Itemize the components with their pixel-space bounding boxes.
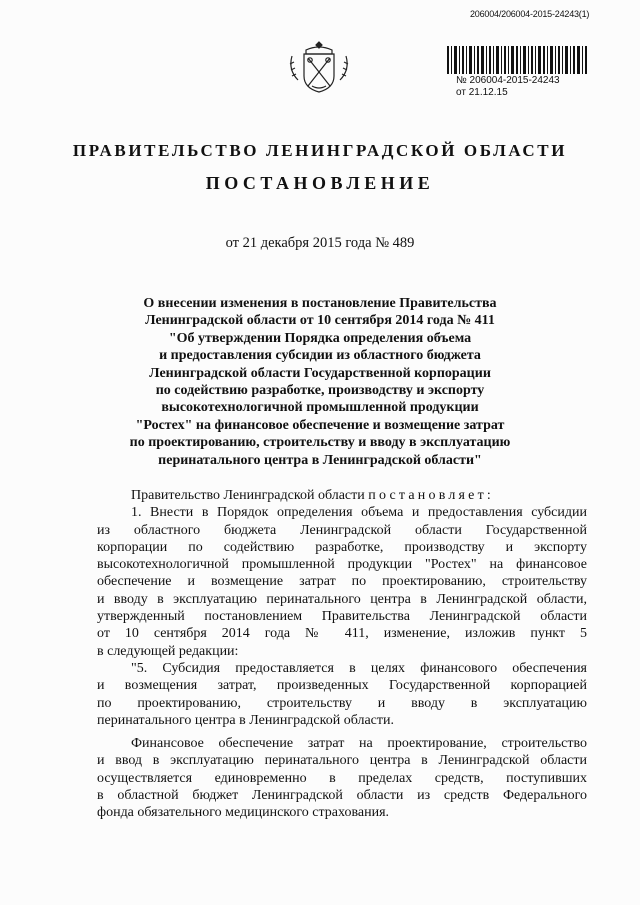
subject-line: перинатального центра в Ленинградской области" bbox=[158, 452, 482, 468]
subject-line: высокотехнологичной промышленной продукции bbox=[161, 400, 479, 416]
paragraph-line: от 10 сентября 2014 года № 411, изменение, изложив пункт 5 bbox=[97, 626, 587, 642]
paragraph-line: из областного бюджета Ленинградской области Государственной bbox=[97, 522, 587, 538]
paragraph-line: осуществляется единовременно в пределах средств, поступивших bbox=[97, 770, 587, 786]
registration-number: № 206004-2015-24243 bbox=[456, 75, 560, 86]
paragraph-line: высокотехнологичной промышленной продукции "Ростех" на финансовое bbox=[97, 557, 587, 573]
paragraph-line: утвержденный постановлением Правительства Ленинградской области bbox=[97, 609, 587, 625]
intro-lead: Правительство Ленинградской области bbox=[131, 488, 365, 503]
intro-verb: постановляет: bbox=[368, 488, 494, 503]
item-5-paragraph bbox=[97, 660, 587, 729]
financing-paragraph bbox=[97, 735, 587, 821]
subject-line: "Об утверждении Порядка определения объема bbox=[168, 330, 472, 346]
decree-date-number: от 21 декабря 2015 года № 489 bbox=[225, 235, 415, 251]
subject-line: Ленинградской области от 10 сентября 2014 года № 411 bbox=[145, 313, 495, 329]
paragraph-line: Финансовое обеспечение затрат на проектирование, строительство bbox=[131, 736, 587, 752]
subject-line: и предоставления субсидии из областного бюджета bbox=[159, 348, 481, 364]
subject-line: О внесении изменения в постановление Правительства bbox=[143, 296, 497, 311]
subject-line: "Ростех" на финансовое обеспечение и возмещение затрат bbox=[135, 417, 505, 433]
resolution-intro bbox=[97, 487, 587, 504]
subject-line: Ленинградской области Государственной корпорации bbox=[149, 365, 491, 381]
paragraph-line: и возмещения затрат, произведенных Государственной корпорацией bbox=[97, 678, 587, 694]
decree-subject bbox=[97, 295, 543, 469]
registration-date: от 21.12.15 bbox=[456, 87, 508, 98]
government-name: ПРАВИТЕЛЬСТВО ЛЕНИНГРАДСКОЙ ОБЛАСТИ bbox=[72, 141, 568, 160]
subject-line: по проектированию, строительству и вводу в эксплуатацию bbox=[129, 435, 511, 451]
paragraph-line: и вводу в эксплуатацию перинатального центра в Ленинградской области, bbox=[97, 591, 587, 607]
item-1-paragraph bbox=[97, 504, 587, 660]
decree-body bbox=[97, 487, 587, 822]
paragraph-line: в областной бюджет Ленинградской области из средств Федерального bbox=[97, 788, 587, 804]
paragraph-line: "5. Субсидия предоставляется в целях финансового обеспечения bbox=[131, 660, 587, 676]
document-tracking-code: 206004/206004-2015-24243(1) bbox=[470, 9, 590, 19]
paragraph-line: по проектированию, строительству и вводу в эксплуатацию bbox=[97, 695, 587, 711]
paragraph-line: и ввод в эксплуатацию перинатального центра в Ленинградской области bbox=[97, 753, 587, 769]
paragraph-line: фонда обязательного медицинского страхования. bbox=[97, 805, 390, 821]
paragraph-line: перинатального центра в Ленинградской области. bbox=[97, 712, 395, 728]
document-type-title: ПОСТАНОВЛЕНИЕ bbox=[205, 173, 435, 193]
paragraph-line: в следующей редакции: bbox=[97, 643, 239, 659]
paragraph-line: 1. Внести в Порядок определения объема и предоставления субсидии bbox=[131, 505, 587, 521]
subject-line: по содействию разработке, производству и экспорту bbox=[155, 383, 485, 399]
barcode-block bbox=[447, 46, 587, 99]
paragraph-line: обеспечение и возмещение затрат по проектированию, строительству bbox=[97, 574, 587, 590]
barcode-icon bbox=[447, 46, 587, 74]
coat-of-arms-icon bbox=[286, 36, 352, 96]
paragraph-line: корпорации по содействию разработке, производству и экспорту bbox=[97, 539, 587, 555]
